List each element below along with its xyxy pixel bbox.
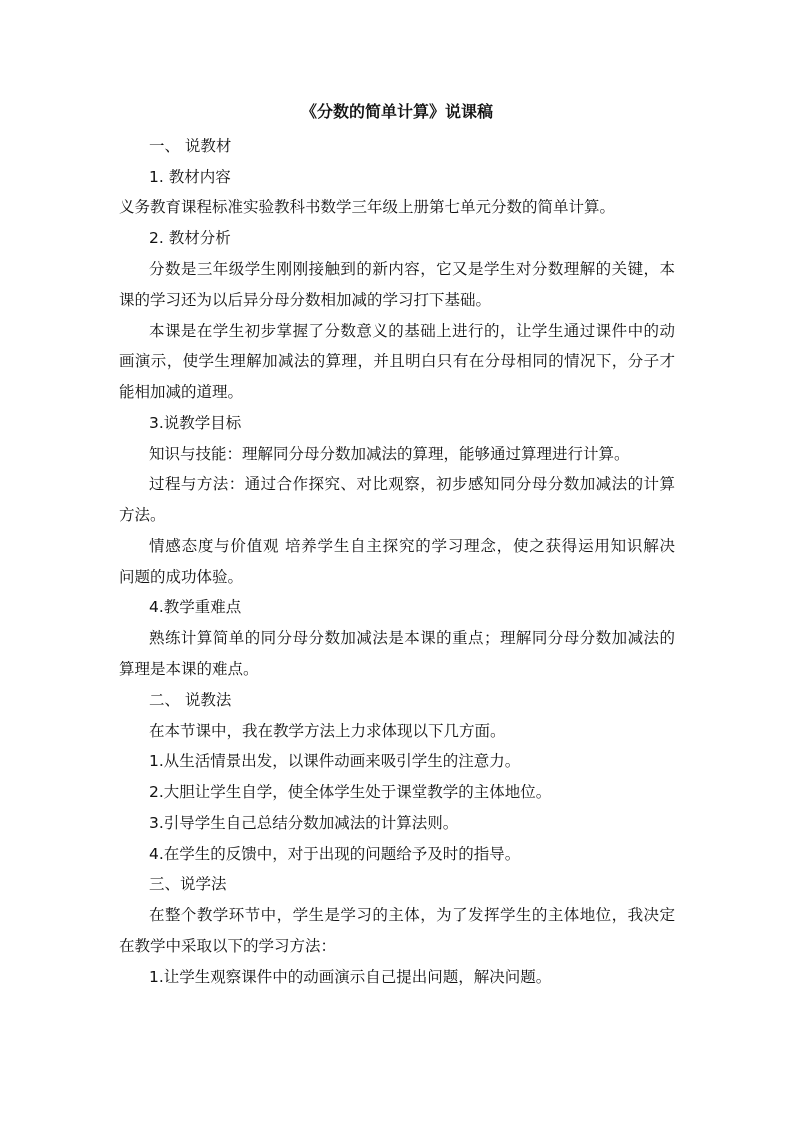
paragraph-line: 课的学习还为以后异分母分数相加减的学习打下基础。 [119, 291, 492, 309]
paragraph-line: 画演示，使学生理解加减法的算理，并且明白只有在分母相同的情况下，分子才 [119, 352, 675, 370]
section-heading: 二、 说教法 [149, 691, 232, 709]
list-item: 2.大胆让学生自学，使全体学生处于课堂教学的主体地位。 [149, 783, 552, 801]
list-item: 3.引导学生自己总结分数加减法的计算法则。 [149, 814, 459, 832]
list-item: 1.从生活情景出发，以课件动画来吸引学生的注意力。 [149, 752, 521, 770]
paragraph-line: 在本节课中，我在教学方法上力求体现以下几方面。 [149, 722, 506, 740]
subsection-heading: 2. 教材分析 [149, 229, 231, 247]
paragraph-line: 方法。 [119, 506, 166, 524]
paragraph-line: 能相加减的道理。 [119, 383, 244, 401]
list-item: 4.在学生的反馈中，对于出现的问题给予及时的指导。 [149, 845, 521, 863]
paragraph-line: 本课是在学生初步掌握了分数意义的基础上进行的，让学生通过课件中的动 [149, 322, 675, 340]
paragraph-line: 知识与技能：理解同分母分数加减法的算理，能够通过算理进行计算。 [149, 445, 630, 463]
paragraph-line: 在整个教学环节中，学生是学习的主体，为了发挥学生的主体地位，我决定 [149, 906, 675, 924]
paragraph-line: 义务教育课程标准实验教科书数学三年级上册第七单元分数的简单计算。 [119, 198, 616, 216]
section-heading: 一、 说教材 [149, 137, 232, 155]
list-item: 1.让学生观察课件中的动画演示自己提出问题，解决问题。 [149, 968, 552, 986]
paragraph-line: 算理是本课的难点。 [119, 660, 259, 678]
subsection-heading: 3.说教学目标 [149, 414, 242, 432]
paragraph-line: 情感态度与价值观 培养学生自主探究的学习理念，使之获得运用知识解决 [149, 537, 675, 555]
paragraph-line: 问题的成功体验。 [119, 568, 244, 586]
paragraph-line: 在教学中采取以下的学习方法： [119, 937, 337, 955]
subsection-heading: 4.教学重难点 [149, 598, 242, 616]
paragraph-line: 熟练计算简单的同分母分数加减法是本课的重点；理解同分母分数加减法的 [149, 629, 675, 647]
paragraph-line: 分数是三年级学生刚刚接触到的新内容，它又是学生对分数理解的关键，本 [149, 260, 675, 278]
paragraph-line: 过程与方法：通过合作探究、对比观察，初步感知同分母分数加减法的计算 [149, 475, 675, 493]
section-heading: 三、说学法 [149, 875, 227, 893]
document-title: 《分数的简单计算》说课稿 [300, 102, 493, 121]
subsection-heading: 1. 教材内容 [149, 168, 231, 186]
